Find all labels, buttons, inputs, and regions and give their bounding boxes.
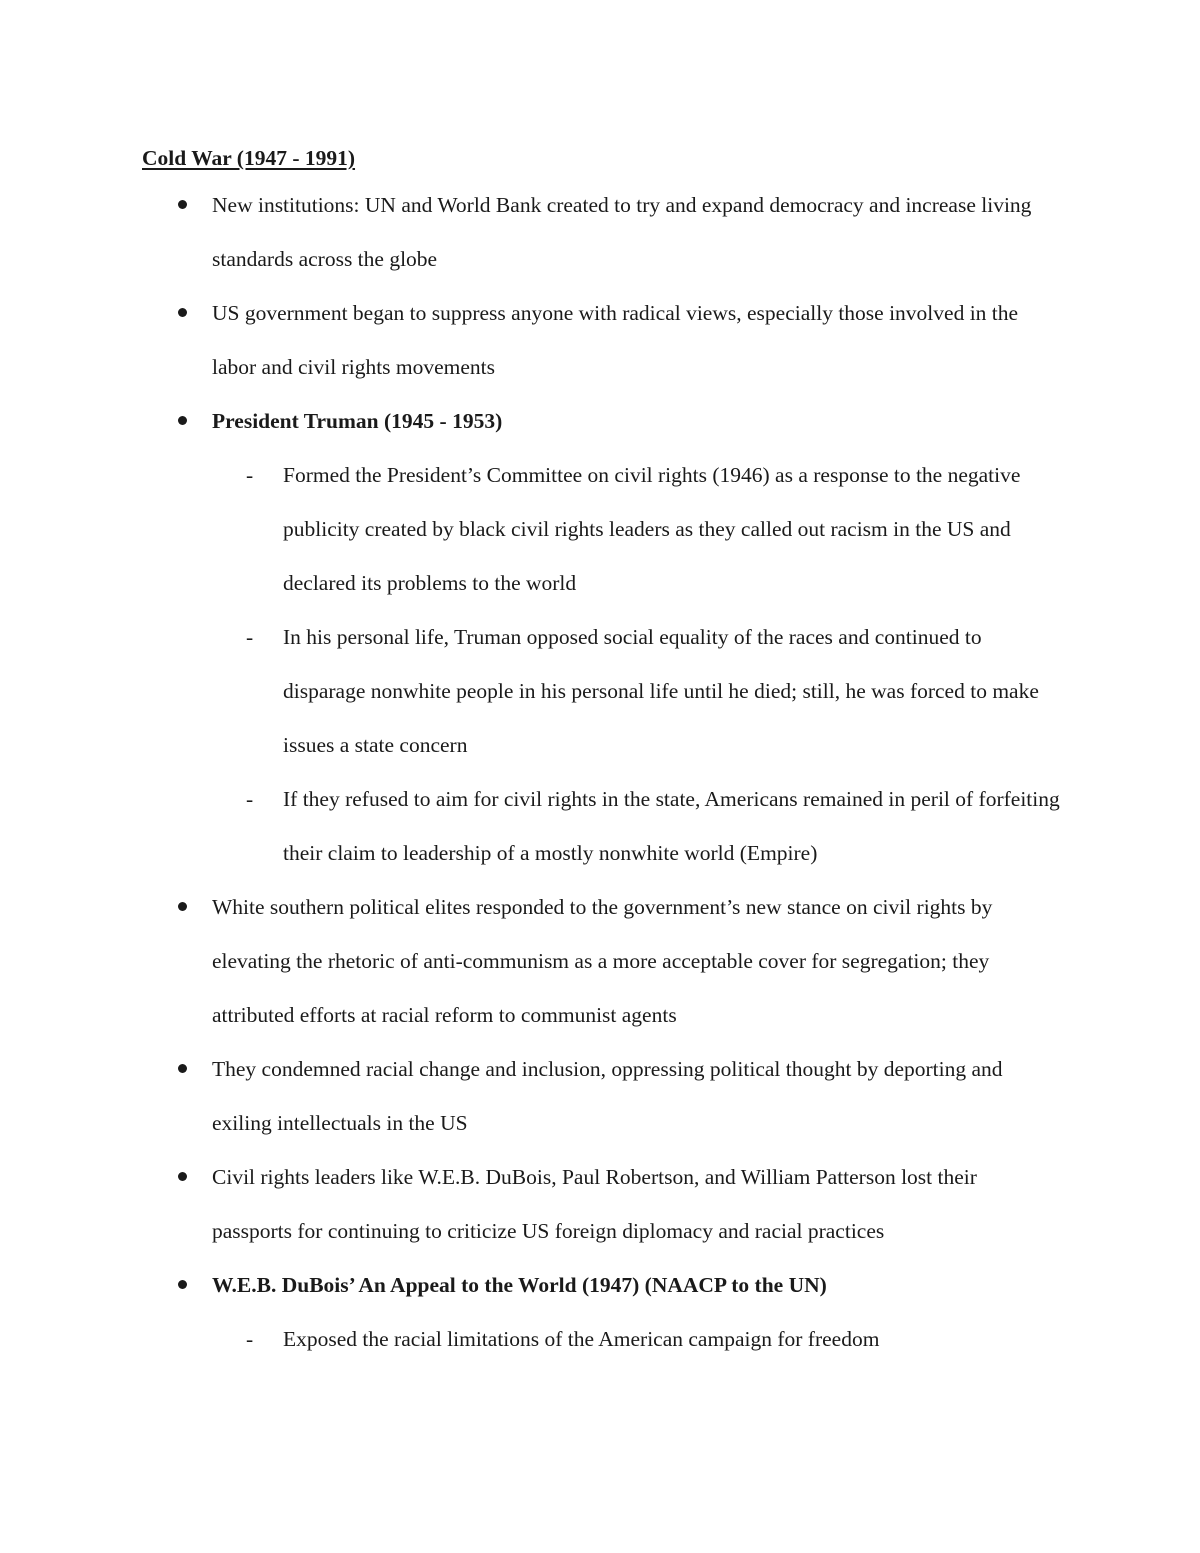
sub-list-item xyxy=(212,772,1062,880)
sub-list xyxy=(212,448,1062,880)
bullet-icon xyxy=(178,308,187,317)
dash-icon: - xyxy=(246,1327,254,1351)
list-item-text: They condemned racial change and inclusion, oppressing political thought by deporting and exiling intellectuals in the US xyxy=(212,1057,1003,1135)
page-title: Cold War (1947 - 1991) xyxy=(142,146,356,170)
sub-list-item-text: In his personal life, Truman opposed social equality of the races and continued to disparage nonwhite people in his personal life until he died; still, he was forced to make issues a state concern xyxy=(283,625,1039,757)
section-heading-dubois: W.E.B. DuBois’ An Appeal to the World (1947) (NAACP to the UN) xyxy=(212,1273,827,1297)
sub-list xyxy=(212,1312,1062,1366)
dash-icon: - xyxy=(246,625,254,649)
list-item xyxy=(142,1042,1062,1150)
bullet-icon xyxy=(178,200,187,209)
sub-list-item xyxy=(212,610,1062,772)
list-item-text: US government began to suppress anyone with radical views, especially those involved in the labor and civil rights movements xyxy=(212,301,1019,379)
list-item xyxy=(142,1258,1062,1366)
bullet-list xyxy=(142,178,1062,1366)
document-body xyxy=(142,138,1062,1366)
list-item-text: Civil rights leaders like W.E.B. DuBois, Paul Robertson, and William Patterson lost their passports for continuing to criticize US foreign diplomacy and racial practices xyxy=(212,1165,977,1243)
sub-list-item xyxy=(212,1312,1062,1366)
list-item xyxy=(142,286,1062,394)
dash-icon: - xyxy=(246,787,254,811)
bullet-icon xyxy=(178,1064,187,1073)
bullet-icon xyxy=(178,416,187,425)
list-item-text: New institutions: UN and World Bank created to try and expand democracy and increase living standards across the globe xyxy=(212,193,1032,271)
sub-list-item-text: Exposed the racial limitations of the American campaign for freedom xyxy=(283,1327,880,1351)
sub-list-item xyxy=(212,448,1062,610)
bullet-icon xyxy=(178,1280,187,1289)
section-heading-truman: President Truman (1945 - 1953) xyxy=(212,409,503,433)
sub-list-item-text: If they refused to aim for civil rights in the state, Americans remained in peril of forfeiting their claim to leadership of a mostly nonwhite world (Empire) xyxy=(283,787,1060,865)
list-item xyxy=(142,178,1062,286)
sub-list-item-text: Formed the President’s Committee on civil rights (1946) as a response to the negative publicity created by black civil rights leaders as they called out racism in the US and declared its problems to the world xyxy=(283,463,1021,595)
bullet-icon xyxy=(178,902,187,911)
list-item xyxy=(142,1150,1062,1258)
list-item xyxy=(142,394,1062,880)
bullet-icon xyxy=(178,1172,187,1181)
dash-icon: - xyxy=(246,463,254,487)
list-item xyxy=(142,880,1062,1042)
list-item-text: White southern political elites responded to the government’s new stance on civil rights by elevating the rhetoric of anti-communism as a more acceptable cover for segregation; they attributed efforts at racial reform to communist agents xyxy=(212,895,993,1027)
